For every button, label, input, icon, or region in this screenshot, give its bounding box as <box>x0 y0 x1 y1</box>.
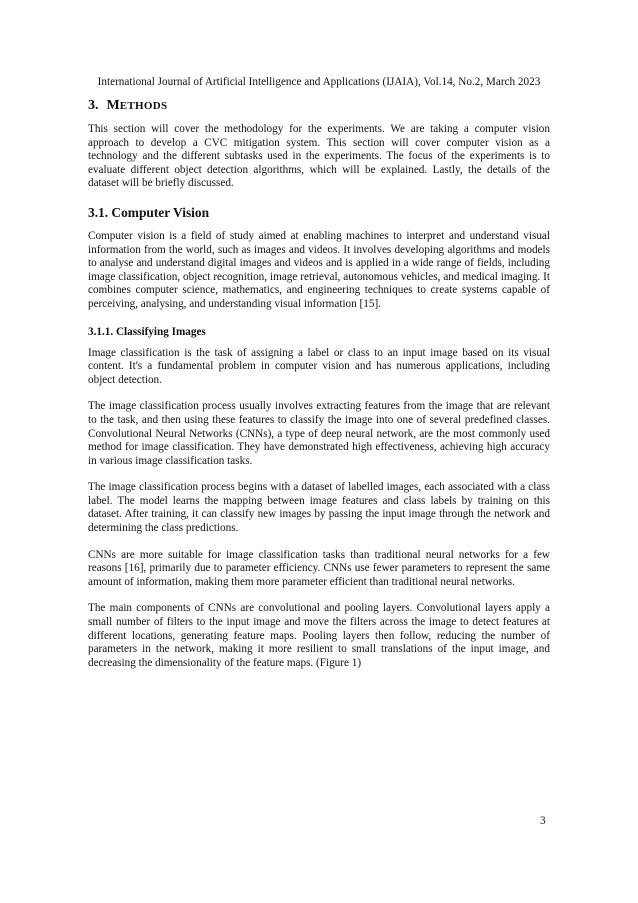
section-intro-paragraph: This section will cover the methodology for the experiments. We are taking a computer vision approach to develop a CVC mitigation system. This section will cover computer vision as a technology and the different subtasks used in the experiments. The focus of the experiments is to evaluate different object detection algorithms, which will be explained. Lastly, the details of the dataset will be briefly discussed. <box>88 123 550 190</box>
body-paragraph-1: Image classification is the task of assigning a label or class to an input image based on its visual content. It's a fundamental problem in computer vision and has numerous applications, including object detection. <box>88 346 550 386</box>
running-header: International Journal of Artificial Intelligence and Applications (IJAIA), Vol.14, No.2, March 2023 <box>97 76 541 88</box>
section-title-rest: ETHODS <box>119 100 168 112</box>
body-paragraph-4: CNNs are more suitable for image classification tasks than traditional neural networks for a few reasons [16], primarily due to parameter efficiency. CNNs use fewer parameters to represent the same amount of information, making them more parameter efficient than traditional neural networks. <box>88 548 550 588</box>
subsection-heading: 3.1. Computer Vision <box>88 204 210 220</box>
subsection-paragraph: Computer vision is a field of study aimed at enabling machines to interpret and understand visual information from the world, such as images and videos. It involves developing algorithms and models to analyse and understand digital images and videos and is applied in a wide range of fields, including image classification, object recognition, image retrieval, autonomous vehicles, and medical imaging. It combines computer science, mathematics, and engineering techniques to create systems capable of perceiving, analysing, and understanding visual information [15]. <box>88 229 550 310</box>
body-paragraph-2: The image classification process usually involves extracting features from the image that are relevant to the task, and then using these features to classify the image into one of several predefined classes. Convolutional Neural Networks (CNNs), a type of deep neural network, are the most commonly used method for image classification. They have demonstrated high effectiveness, achieving high accuracy in various image classification tasks. <box>88 400 550 467</box>
page-number: 3 <box>540 815 546 827</box>
page-content <box>88 97 550 683</box>
subsubsection-heading: 3.1.1. Classifying Images <box>88 325 206 338</box>
body-paragraph-3: The image classification process begins with a dataset of labelled images, each associated with a class label. The model learns the mapping between image features and class labels by training on this dataset. After training, it can classify new images by passing the input image through the network and determining the class predictions. <box>88 481 550 535</box>
section-title-initial: M <box>106 98 120 113</box>
body-paragraph-5: The main components of CNNs are convolutional and pooling layers. Convolutional layers apply a small number of filters to the input image and move the filters across the image to detect features at different locations, generating feature maps. Pooling layers then follow, reducing the number of parameters in the network, making it more resilient to small translations of the input image, and decreasing the dimensionality of the feature maps. (Figure 1) <box>88 602 550 669</box>
section-number: 3. <box>88 98 99 113</box>
section-heading <box>88 97 550 115</box>
